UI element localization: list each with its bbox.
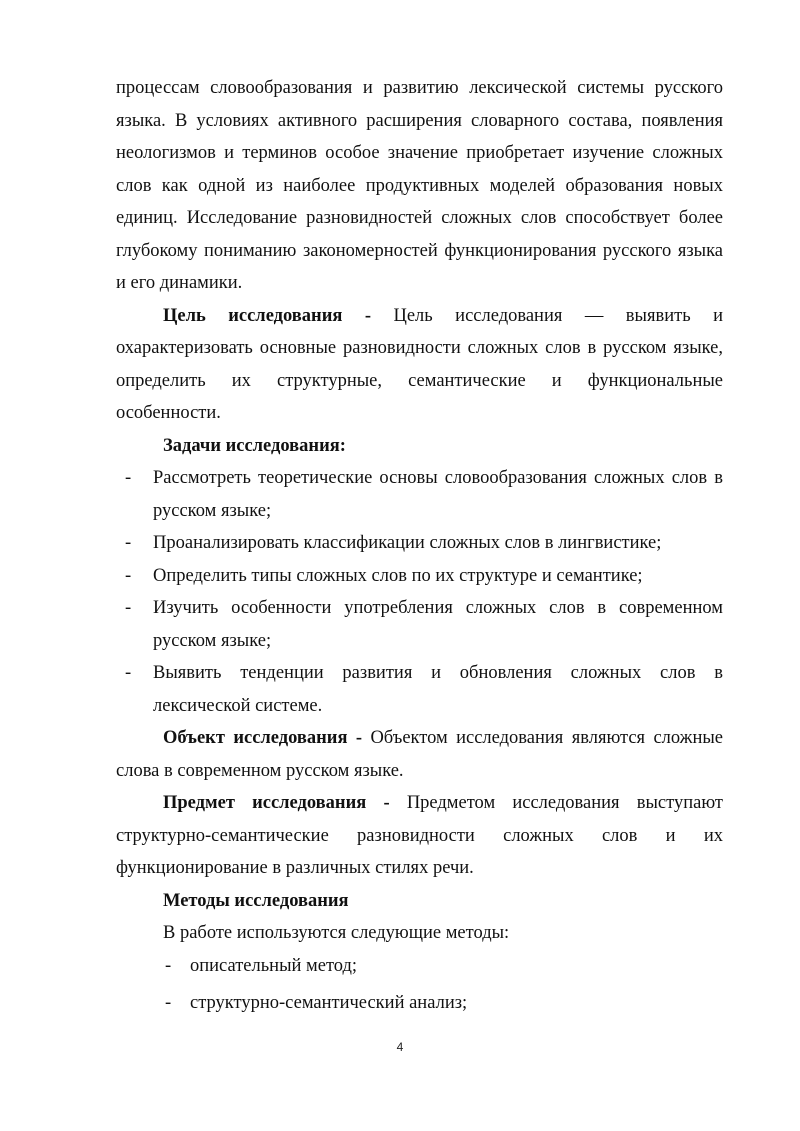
object-label: Объект исследования - xyxy=(163,728,363,748)
dash-marker: - xyxy=(165,993,172,1013)
goal-line-4: особенности. xyxy=(116,403,221,423)
intro-line-2: языка. В условиях активного расширения словарного состава, появления xyxy=(116,110,723,131)
task-text: Изучить особенности употребления сложных слов в современном русском языке; xyxy=(153,598,723,651)
list-item xyxy=(116,950,723,983)
dash-marker: - xyxy=(165,955,172,976)
subject-line-2: структурно-семантические разновидности сложных слов и их xyxy=(116,825,723,846)
task-text: Определить типы сложных слов по их структуре и семантике; xyxy=(153,565,643,586)
tasks-list xyxy=(116,462,723,722)
object-line-2: слова в современном русском языке. xyxy=(116,760,404,781)
intro-line-7: и его динамики. xyxy=(116,273,243,293)
page-number: 4 xyxy=(396,1040,404,1054)
intro-line-4: слов как одной из наиболее продуктивных моделей образования новых xyxy=(116,175,723,196)
goal-paragraph xyxy=(116,300,723,430)
intro-line-6: глубокому пониманию закономерностей функционирования русского языка xyxy=(116,240,723,261)
object-line-1 xyxy=(116,722,723,755)
list-item xyxy=(116,462,723,527)
dash-marker: - xyxy=(125,468,132,488)
method-text: структурно-семантический анализ; xyxy=(190,993,468,1013)
subject-paragraph xyxy=(116,787,723,885)
list-item xyxy=(116,987,723,1020)
object-text-1: Объектом исследования являются сложные xyxy=(370,728,724,748)
goal-label: Цель исследования - xyxy=(163,305,371,326)
intro-paragraph xyxy=(116,72,723,300)
task-text: Проанализировать классификации сложных слов в лингвистике; xyxy=(153,533,662,553)
list-item xyxy=(116,592,723,657)
list-item xyxy=(116,527,723,560)
methods-heading: Методы исследования xyxy=(163,890,349,911)
object-paragraph xyxy=(116,722,723,787)
tasks-heading: Задачи исследования: xyxy=(163,435,346,456)
goal-line-2: охарактеризовать основные разновидности сложных слов в русском языке, xyxy=(116,338,723,358)
intro-line-1: процессам словообразования и развитию лексической системы русского xyxy=(116,78,723,98)
dash-marker: - xyxy=(125,565,132,586)
goal-line-1 xyxy=(116,300,723,333)
methods-intro: В работе используются следующие методы: xyxy=(163,923,510,943)
subject-label: Предмет исследования - xyxy=(163,793,390,813)
dash-marker: - xyxy=(125,533,132,553)
intro-line-5: единиц. Исследование разновидностей сложных слов способствует более xyxy=(116,208,723,228)
task-text: Выявить тенденции развития и обновления сложных слов в лексической системе. xyxy=(153,663,723,716)
intro-line-3: неологизмов и терминов особое значение приобретает изучение сложных xyxy=(116,143,723,163)
dash-marker: - xyxy=(125,663,132,683)
document-page xyxy=(116,72,723,1025)
goal-text-1: Цель исследования — выявить и xyxy=(393,305,723,326)
subject-line-1 xyxy=(116,787,723,820)
list-item xyxy=(116,657,723,722)
method-text: описательный метод; xyxy=(190,955,358,976)
task-text: Рассмотреть теоретические основы словообразования сложных слов в русском языке; xyxy=(153,468,723,521)
methods-list xyxy=(116,950,723,1020)
list-item xyxy=(116,560,723,593)
goal-line-3: определить их структурные, семантические и функциональные xyxy=(116,370,723,391)
dash-marker: - xyxy=(125,598,132,618)
subject-line-3: функционирование в различных стилях речи. xyxy=(116,858,474,878)
subject-text-1: Предметом исследования выступают xyxy=(406,793,723,813)
